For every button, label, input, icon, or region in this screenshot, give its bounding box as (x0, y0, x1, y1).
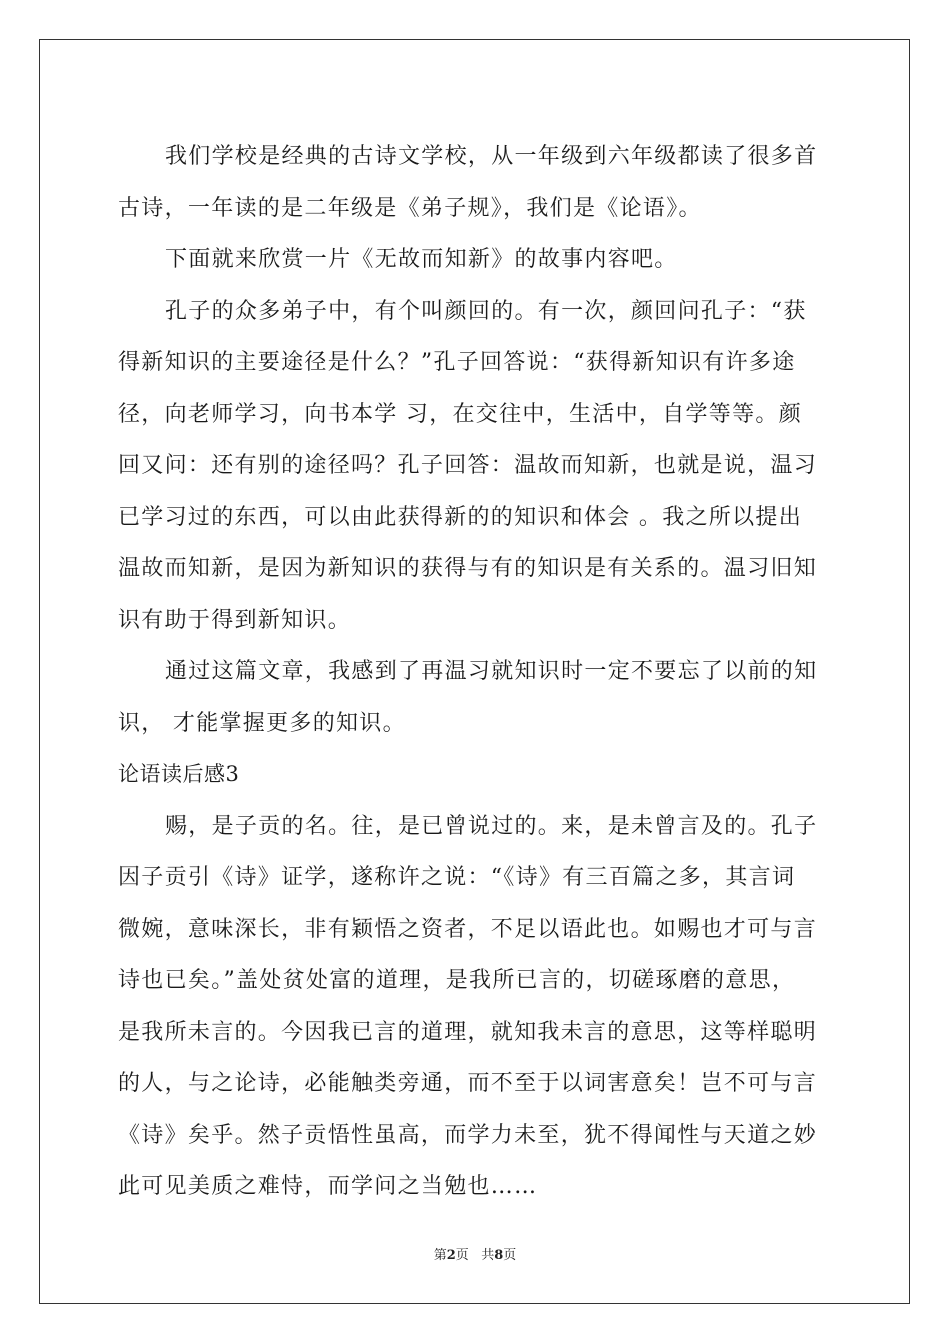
text-line: 得新知识的主要途径是什么？”孔子回答说：“获得新知识有许多途 (118, 350, 796, 375)
document-body (118, 131, 836, 1213)
footer-prefix: 第 (433, 1248, 447, 1263)
text-line: 诗也已矣。”盖处贫处富的道理，是我所已言的，切磋琢磨的意思， (118, 968, 796, 993)
footer-middle: 页 共 (455, 1248, 495, 1263)
text-line: 古诗，一年读的是二年级是《弟子规》，我们是《论语》。 (118, 195, 702, 221)
text-line: 径，向老师学习，向书本学 习，在交往中，生活中，自学等等。颜 (118, 401, 802, 427)
text-line: 《诗》矣乎。然子贡悟性虽高，而学力未至，犹不得闻性与天道之妙 (118, 1122, 818, 1148)
text-line: 已学习过的东西，可以由此获得新的的知识和体会 。我之所以提出 (118, 504, 802, 530)
text-line: 因子贡引《诗》证学，遂称许之说：“《诗》有三百篇之多，其言词 (118, 865, 796, 890)
text-line: 微婉，意味深长，非有颖悟之资者，不足以语此也。如赐也才可与言 (118, 916, 818, 942)
text-line: 的人，与之论诗，必能触类旁通，而不至于以词害意矣！岂不可与言 (118, 1071, 818, 1096)
current-page-number: 2 (446, 1248, 456, 1263)
text-line: 通过这篇文章，我感到了再温习就知识时一定不要忘了以前的知 (165, 659, 818, 684)
footer-suffix: 页 (503, 1248, 517, 1263)
text-line: 回又问：还有别的途径吗？孔子回答：温故而知新，也就是说，温习 (118, 453, 818, 478)
text-line: 孔子的众多弟子中，有个叫颜回的。有一次，颜回问孔子：“获 (165, 298, 807, 324)
total-pages-number: 8 (494, 1248, 504, 1263)
text-line: 我们学校是经典的古诗文学校，从一年级到六年级都读了很多首 (165, 144, 818, 169)
text-line: 识， 才能掌握更多的知识。 (118, 710, 406, 736)
text-line: 是我所未言的。今因我已言的道理，就知我未言的意思，这等样聪明 (118, 1019, 818, 1045)
paragraph-3 (118, 286, 836, 647)
text-line: 此可见美质之难恃，而学问之当勉也…… (118, 1174, 538, 1199)
page-footer (0, 1246, 950, 1266)
text-line: 赐，是子贡的名。往，是已曾说过的。来，是未曾言及的。孔子 (165, 813, 818, 839)
text-line: 识有助于得到新知识。 (118, 607, 352, 633)
paragraph-2 (118, 234, 836, 286)
text-line: 温故而知新，是因为新知识的获得与有的知识是有关系的。温习旧知 (118, 556, 818, 581)
section-heading: 论语读后感3 (118, 762, 240, 786)
text-line: 下面就来欣赏一片《无故而知新》的故事内容吧。 (165, 247, 678, 272)
paragraph-5 (118, 801, 836, 1213)
paragraph-1 (118, 131, 836, 234)
paragraph-4 (118, 646, 836, 749)
